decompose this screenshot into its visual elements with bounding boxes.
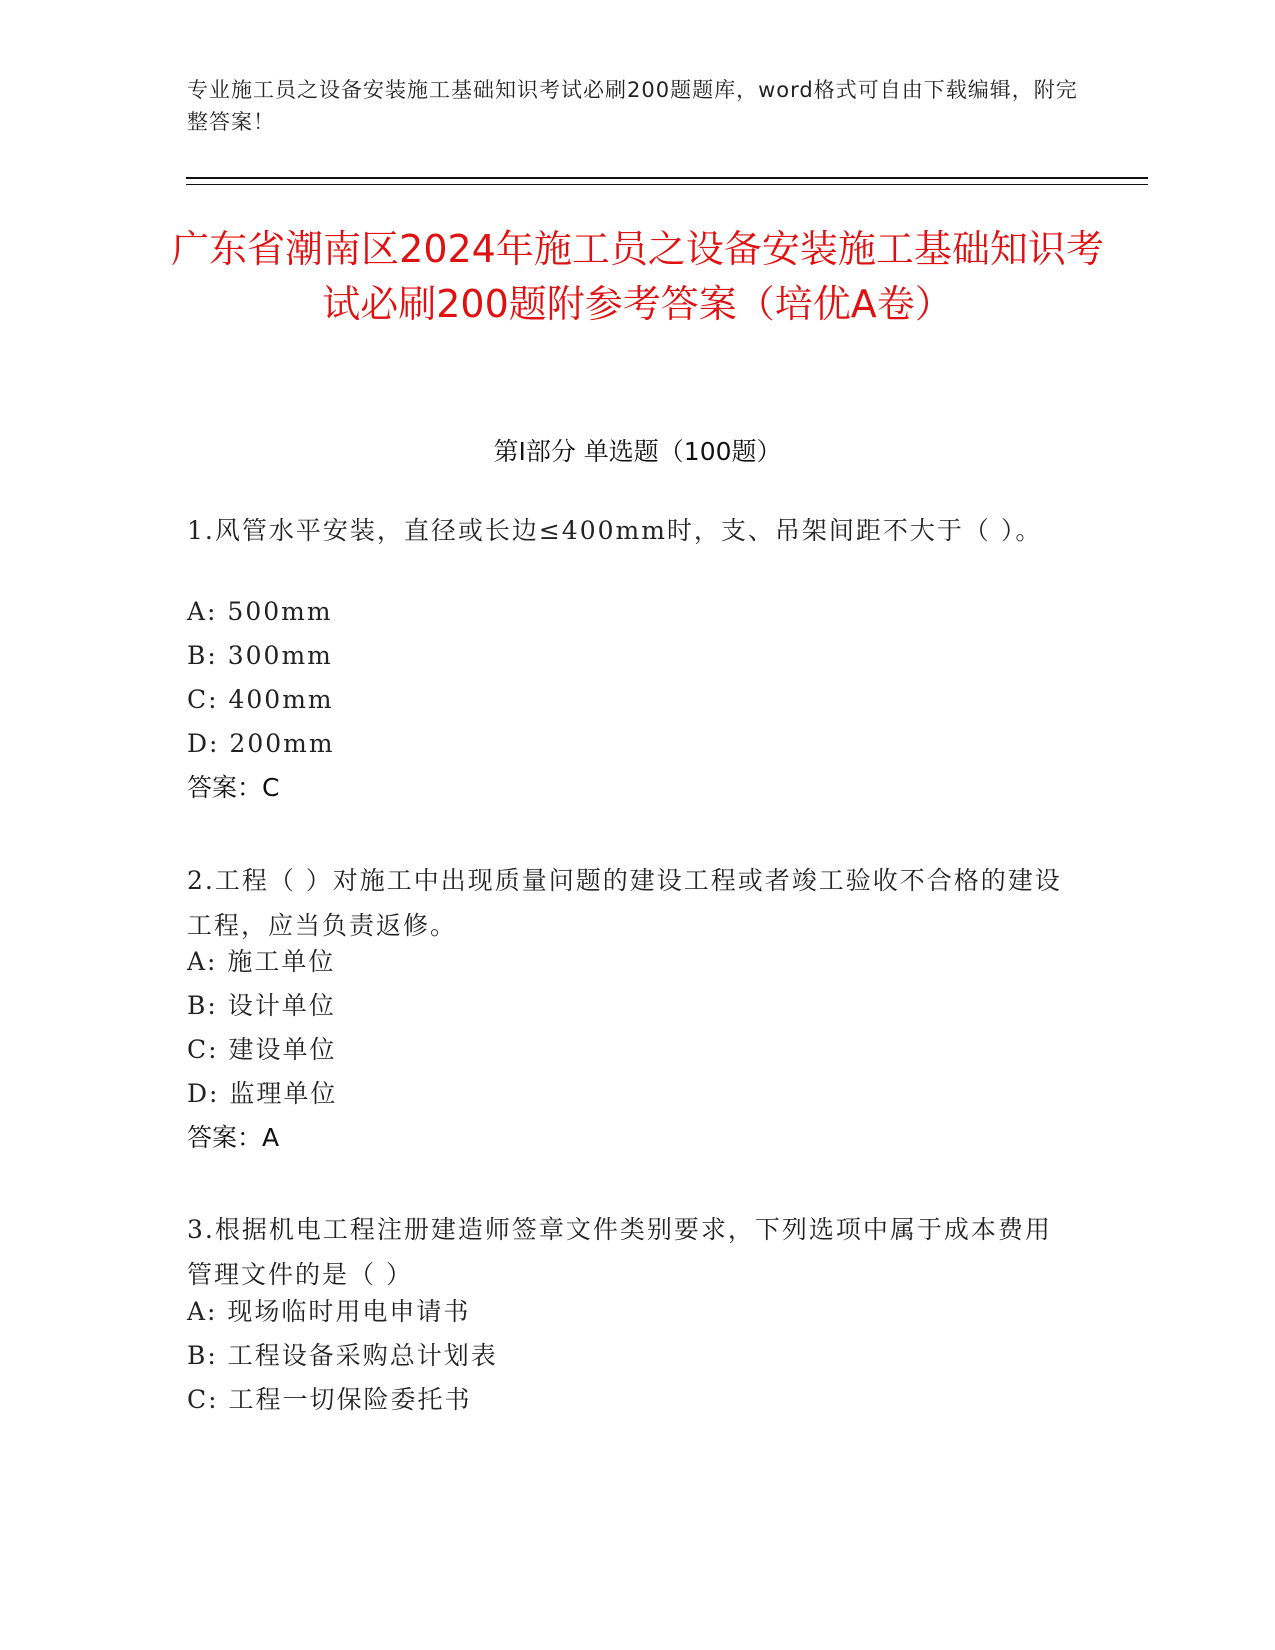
question-2-option-a: A: 施工单位 xyxy=(187,947,336,976)
question-3-option-c: C: 工程一切保险委托书 xyxy=(187,1385,472,1414)
question-3-option-a: A: 现场临时用电申请书 xyxy=(187,1297,471,1326)
question-2-option-d: D: 监理单位 xyxy=(187,1079,338,1108)
header-note: 专业施工员之设备安装施工基础知识考试必刷200题题库，word格式可自由下载编辑，附完整答案！ xyxy=(187,78,1078,134)
header-rule-thick xyxy=(186,177,1148,179)
question-3-text: 3.根据机电工程注册建造师签章文件类别要求，下列选项中属于成本费用管理文件的是（ ） xyxy=(187,1215,1052,1289)
question-2-answer: 答案：A xyxy=(187,1123,280,1152)
question-2-text: 2.工程（ ）对施工中出现质量问题的建设工程或者竣工验收不合格的建设工程，应当负责返修。 xyxy=(187,866,1062,940)
question-1-option-c: C: 400mm xyxy=(187,685,334,714)
question-2-option-b: B: 设计单位 xyxy=(187,991,336,1020)
question-1-answer: 答案：C xyxy=(187,773,280,802)
question-2-option-c: C: 建设单位 xyxy=(187,1035,337,1064)
question-1-text: 1.风管水平安装，直径或长边≤400mm时，支、吊架间距不大于（ ）。 xyxy=(187,516,1043,545)
question-1-option-d: D: 200mm xyxy=(187,729,335,758)
question-1-option-b: B: 300mm xyxy=(187,641,333,670)
question-1-option-a: A: 500mm xyxy=(187,597,333,626)
header-rule-thin xyxy=(186,184,1148,185)
section-title: 第Ⅰ部分 单选题（100题） xyxy=(493,437,782,466)
document-title: 广东省潮南区2024年施工员之设备安装施工基础知识考试必刷200题附参考答案（培优A卷） xyxy=(171,227,1104,326)
question-3-option-b: B: 工程设备采购总计划表 xyxy=(187,1341,498,1370)
